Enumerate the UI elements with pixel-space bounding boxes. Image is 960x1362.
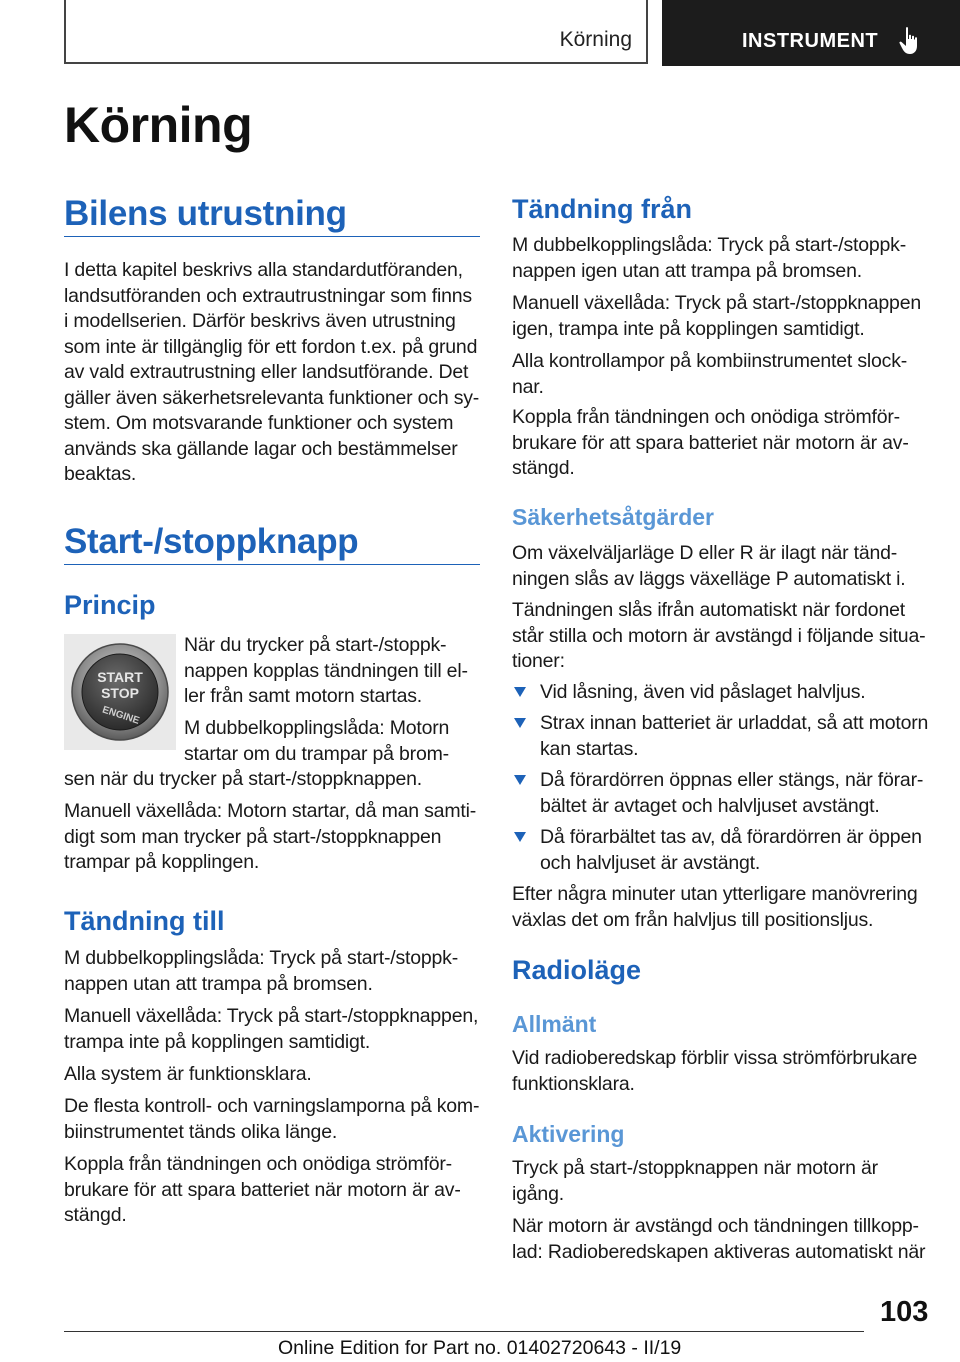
text-line: i modellserien. Därför beskrivs även utrustning [64, 310, 456, 332]
footer-rule [64, 1331, 864, 1332]
text-line: nar. [512, 375, 544, 398]
text-line: De flesta kontroll- och varningslamporna på kom- [64, 1095, 480, 1117]
text-line: gäller även säkerhetsrelevanta funktioner och sy- [64, 386, 480, 409]
button-label-start: START [97, 669, 143, 685]
triangle-bullet-icon [514, 832, 526, 842]
text-line: Alla kontrollampor på kombiinstrumentet slock- [512, 350, 908, 372]
text-line: Vid radioberedskap förblir vissa strömförbrukare [512, 1047, 918, 1069]
text-line: bältet är avtaget och halvljuset avstängt. [540, 794, 880, 817]
text-line: igen, trampa inte på kopplingen samtidigt. [512, 317, 865, 340]
text-line: Manuell växellåda: Tryck på start-/stoppknappen, [64, 1005, 479, 1027]
text-line: Strax innan batteriet är urladdat, så att motorn [540, 712, 929, 734]
text-line: Då förarbältet tas av, då förardörren är öppen [540, 826, 922, 848]
heading-aktivering: Aktivering [512, 1121, 625, 1147]
text-line: När du trycker på start-/stoppk- [184, 634, 447, 656]
text-line: Då förardörren öppnas eller stängs, när förar- [540, 769, 924, 791]
heading-rule [64, 564, 480, 565]
heading-sakerhetsatgarder: Säkerhetsåtgärder [512, 504, 714, 530]
text-line: När motorn är avstängd och tändningen tillkopp- [512, 1215, 919, 1237]
text-line: kan startas. [540, 737, 639, 760]
heading-allmant: Allmänt [512, 1011, 597, 1037]
text-line: digt som man trycker på start-/stoppknappen [64, 825, 442, 848]
text-line: nappen kopplas tändningen till el- [184, 659, 468, 682]
triangle-bullet-icon [514, 775, 526, 785]
text-line: står stilla och motorn är avstängd i följande situa- [512, 624, 926, 647]
page-title: Körning [64, 97, 253, 153]
footer-edition: Online Edition for Part no. 01402720643 - II/19 [278, 1337, 682, 1359]
text-line: som inte är tillgänglig för ett fordon t.ex. på grund [64, 335, 478, 358]
text-line: brukare för att spara batteriet när motorn är av- [64, 1178, 461, 1201]
text-line: lad: Radioberedskapen aktiveras automatiskt när [512, 1240, 926, 1263]
text-line: ler från samt motorn startas. [184, 685, 423, 707]
text-line: Manuell växellåda: Motorn startar, då man samti- [64, 800, 477, 822]
header-chapter-label: INSTRUMENT [742, 30, 879, 52]
text-line: M dubbelkopplingslåda: Tryck på start-/stoppk- [512, 234, 906, 256]
text-line: växlas det om från halvljus till positionsljus. [512, 908, 874, 931]
text-line: I detta kapitel beskrivs alla standardutföranden, [64, 259, 463, 281]
text-line: och halvljuset är avstängt. [540, 851, 761, 874]
text-line: Koppla från tändningen och onödiga strömför- [512, 406, 900, 428]
start-stop-engine-button-icon [64, 634, 176, 750]
text-line: trampar på kopplingen. [64, 851, 260, 873]
text-line: M dubbelkopplingslåda: Tryck på start-/stoppk- [64, 947, 458, 969]
text-line: nappen utan att trampa på bromsen. [64, 972, 373, 995]
text-line: Vid låsning, även vid påslaget halvljus. [540, 681, 866, 703]
button-label-engine: ENGINE [100, 704, 141, 727]
hand-pointer-icon [898, 26, 922, 56]
text-line: Koppla från tändningen och onödiga strömför- [64, 1153, 452, 1175]
header-chapter-tab [662, 0, 960, 66]
text-line: stängd. [512, 457, 575, 479]
text-line: tioner: [512, 650, 565, 672]
page-number: 103 [880, 1296, 929, 1328]
heading-radiolage: Radioläge [512, 955, 642, 985]
heading-tandning-fran: Tändning från [512, 194, 692, 224]
text-line: funktionsklara. [512, 1072, 635, 1095]
text-line: stem. Om motsvarande funktioner och system [64, 412, 454, 434]
text-line: nappen igen utan att trampa på bromsen. [512, 259, 862, 282]
button-label-stop: STOP [101, 685, 139, 701]
triangle-bullet-icon [514, 718, 526, 728]
text-line: sen när du trycker på start-/stoppknappen. [64, 768, 422, 790]
text-line: Tryck på start-/stoppknappen när motorn är [512, 1157, 878, 1179]
text-line: startar om du trampar på brom- [184, 742, 449, 765]
text-line: av vald extrautrustning eller landsutförande. Det [64, 361, 469, 383]
text-line: Om växelväljarläge D eller R är ilagt när tänd- [512, 542, 898, 564]
start-stop-button-image [64, 634, 176, 750]
triangle-bullet-icon [514, 687, 526, 697]
text-line: Alla system är funktionsklara. [64, 1063, 312, 1085]
text-line: biinstrumentet tänds olika länge. [64, 1120, 338, 1143]
text-line: trampa inte på kopplingen samtidigt. [64, 1030, 371, 1053]
text-line: M dubbelkopplingslåda: Motorn [184, 717, 450, 739]
text-line: beaktas. [64, 463, 137, 485]
text-line: används ska gällande lagar och bestämmelser [64, 437, 458, 460]
text-line: brukare för att spara batteriet när motorn är av- [512, 431, 909, 454]
text-line: Tändningen slås ifrån automatiskt när fordonet [512, 599, 905, 621]
text-line: igång. [512, 1182, 564, 1205]
heading-princip: Princip [64, 590, 156, 620]
heading-rule [64, 236, 480, 237]
text-line: ningen slås av läggs växelläge P automatiskt i. [512, 567, 906, 590]
text-line: landsutföranden och extrautrustningar som finns [64, 284, 472, 307]
text-line: Manuell växellåda: Tryck på start-/stoppknappen [512, 292, 921, 314]
header-section-tab [64, 0, 648, 64]
heading-start-stoppknapp: Start-/stoppknapp [64, 522, 359, 561]
heading-tandning-till: Tändning till [64, 906, 225, 936]
text-line: stängd. [64, 1204, 127, 1226]
heading-bilens-utrustning: Bilens utrustning [64, 194, 347, 233]
header-section-label: Körning [559, 28, 632, 51]
text-line: Efter några minuter utan ytterligare manövrering [512, 883, 918, 905]
